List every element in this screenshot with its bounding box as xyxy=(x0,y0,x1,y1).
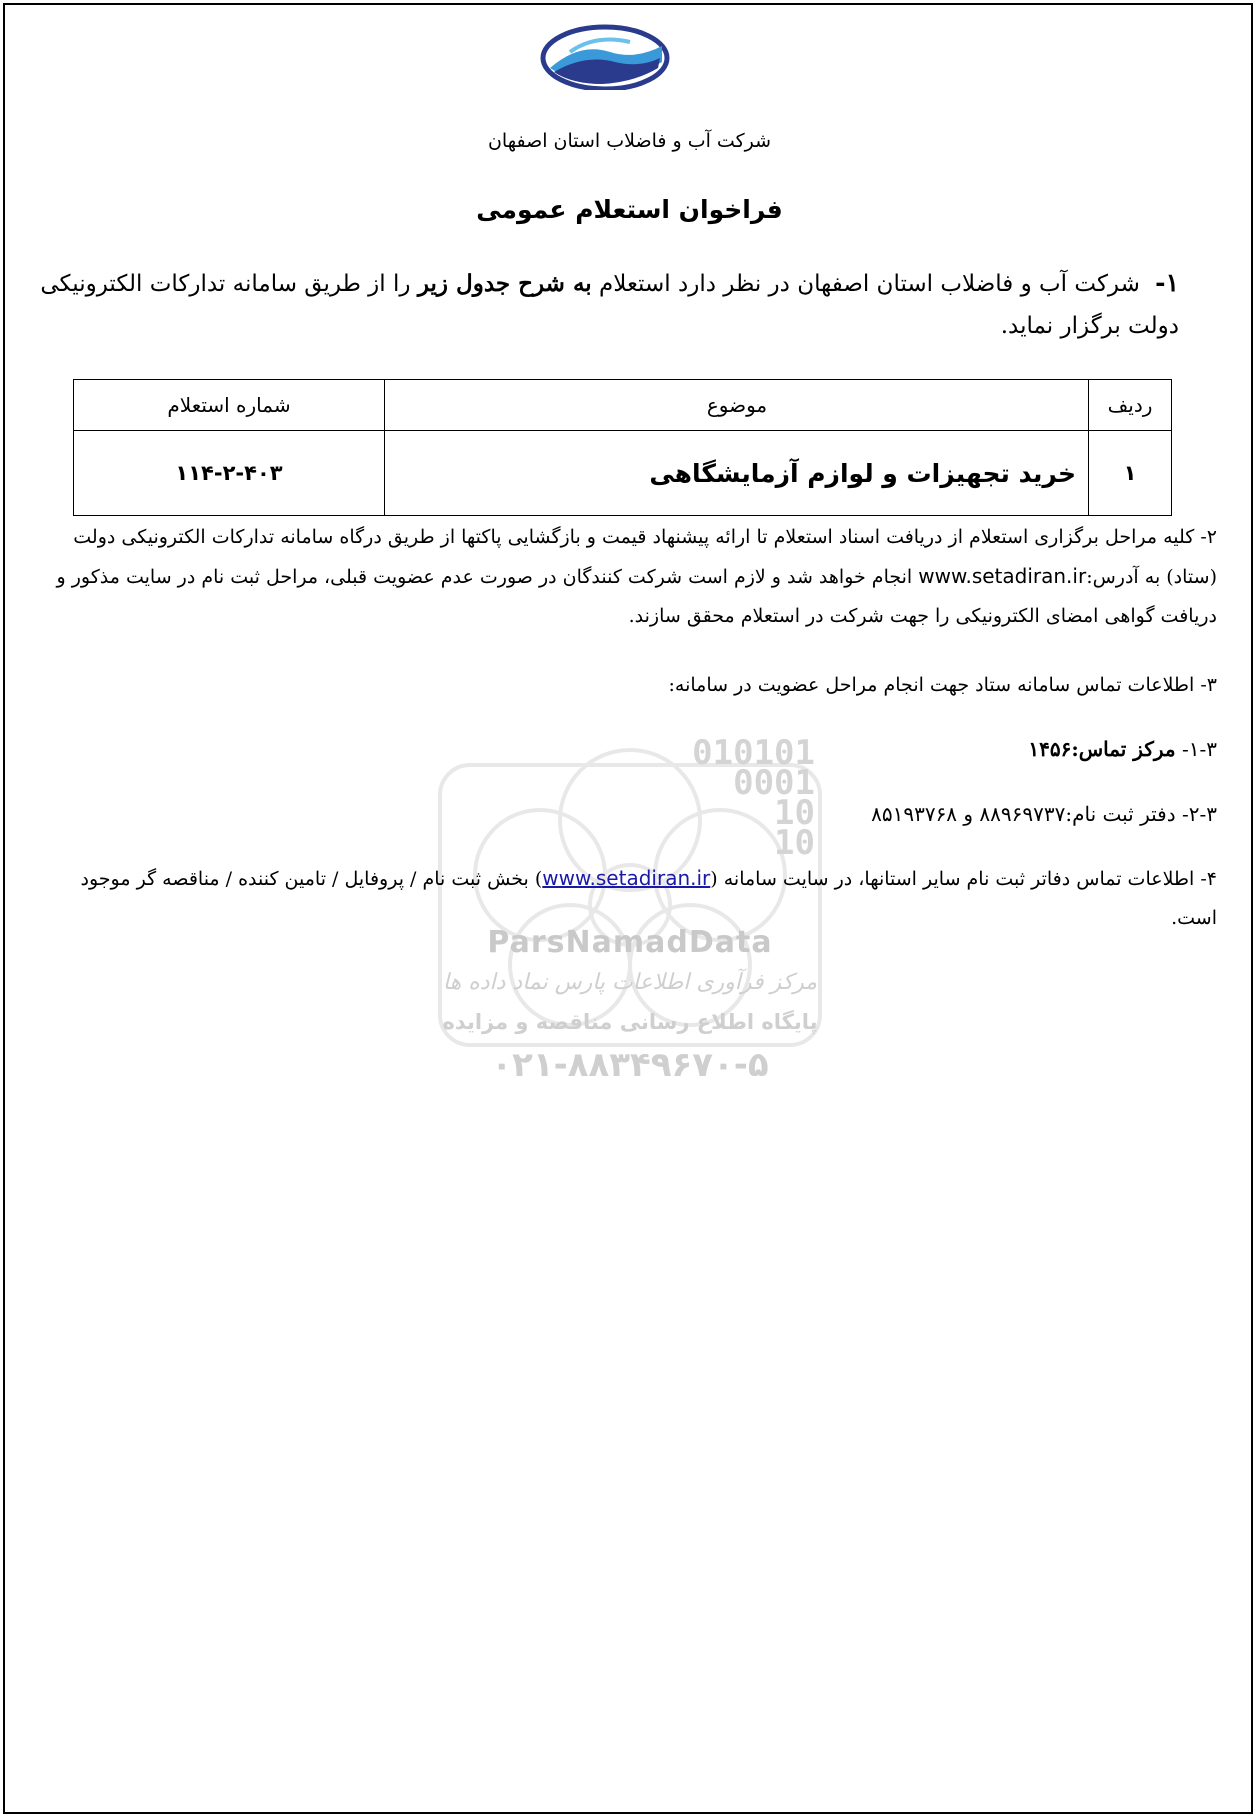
section-1-text-bold: به شرح جدول زیر xyxy=(417,270,592,297)
water-wave-logo xyxy=(540,22,670,90)
section-2-text-a: ۲- کلیه مراحل برگزاری استعلام از دریافت اسناد استعلام تا ارائه پیشنهاد قیمت و بازگشایی پاکتها از طریق درگاه سامانه تدارکات الکترونیکی دولت (ستاد) به آدرس: xyxy=(73,526,1217,588)
watermark-phone: ۰۲۱-۸۸۳۴۹۶۷۰-۵ xyxy=(491,1045,769,1085)
section-1-text-a: شرکت آب و فاضلاب استان اصفهان در نظر دارد استعلام xyxy=(591,271,1140,297)
section-1-paragraph xyxy=(40,262,1179,347)
header-inquiry-number: شماره استعلام xyxy=(74,380,385,431)
watermark-digits-line: 10 xyxy=(774,793,815,833)
section-3-1-bold: مرکز تماس:۱۴۵۶ xyxy=(1028,737,1176,761)
table-row xyxy=(74,431,1172,516)
page-title: فراخوان استعلام عمومی xyxy=(476,195,783,224)
cell-inquiry-number: ۱۱۴-۲-۴۰۳ xyxy=(74,431,385,516)
section-4-text-b: ) بخش ثبت نام / پروفایل / تامین کننده / مناقصه گر موجود است. xyxy=(80,868,1217,929)
section-2-text-b: انجام خواهد شد و لازم است شرکت کنندگان در صورت عدم عضویت قبلی، مراحل ثبت نام در سایت مذکور و دریافت گواهی امضای الکترونیکی را جهت شرکت در استعلام محقق سازند. xyxy=(56,566,1217,627)
section-3-paragraph: ۳- اطلاعات تماس سامانه ستاد جهت انجام مراحل عضویت در سامانه: xyxy=(668,674,1217,696)
watermark-binary-digits xyxy=(625,733,815,863)
watermark-digits-line: 10 xyxy=(774,823,815,863)
section-4-paragraph xyxy=(40,859,1217,938)
cell-row-index: ۱ xyxy=(1089,431,1172,516)
section-1-text-b: را از طریق سامانه تدارکات الکترونیکی دولت برگزار نماید. xyxy=(40,271,1179,339)
header-subject: موضوع xyxy=(385,380,1089,431)
table-header-row xyxy=(74,380,1172,431)
watermark-digits-line: 010101 xyxy=(692,733,815,773)
section-2-paragraph xyxy=(40,518,1217,636)
section-3-1-prefix: ۱-۳- xyxy=(1175,737,1217,761)
setad-url-text: www.setadiran.ir xyxy=(918,564,1087,588)
header-row-index: ردیف xyxy=(1089,380,1172,431)
section-4-text-a: ۴- اطلاعات تماس دفاتر ثبت نام سایر استانها، در سایت سامانه ( xyxy=(710,868,1217,890)
watermark-line-1: مرکز فرآوری اطلاعات پارس نماد داده ها xyxy=(442,970,818,995)
setad-link[interactable]: www.setadiran.ir xyxy=(542,866,711,890)
watermark-line-2: پایگاه اطلاع رسانی مناقصه و مزایده xyxy=(442,1010,818,1034)
cell-subject: خرید تجهیزات و لوازم آزمایشگاهی xyxy=(385,431,1089,516)
section-1-number: ۱- xyxy=(1155,268,1179,297)
watermark-brand: ParsNamadData xyxy=(487,925,773,960)
inquiry-table xyxy=(73,379,1172,516)
watermark-digits-line: 0001 xyxy=(733,763,815,803)
company-name: شرکت آب و فاضلاب استان اصفهان xyxy=(487,130,772,152)
section-3-2-registration-office: ۲-۳- دفتر ثبت نام:۸۸۹۶۹۷۳۷ و ۸۵۱۹۳۷۶۸ xyxy=(871,802,1217,826)
